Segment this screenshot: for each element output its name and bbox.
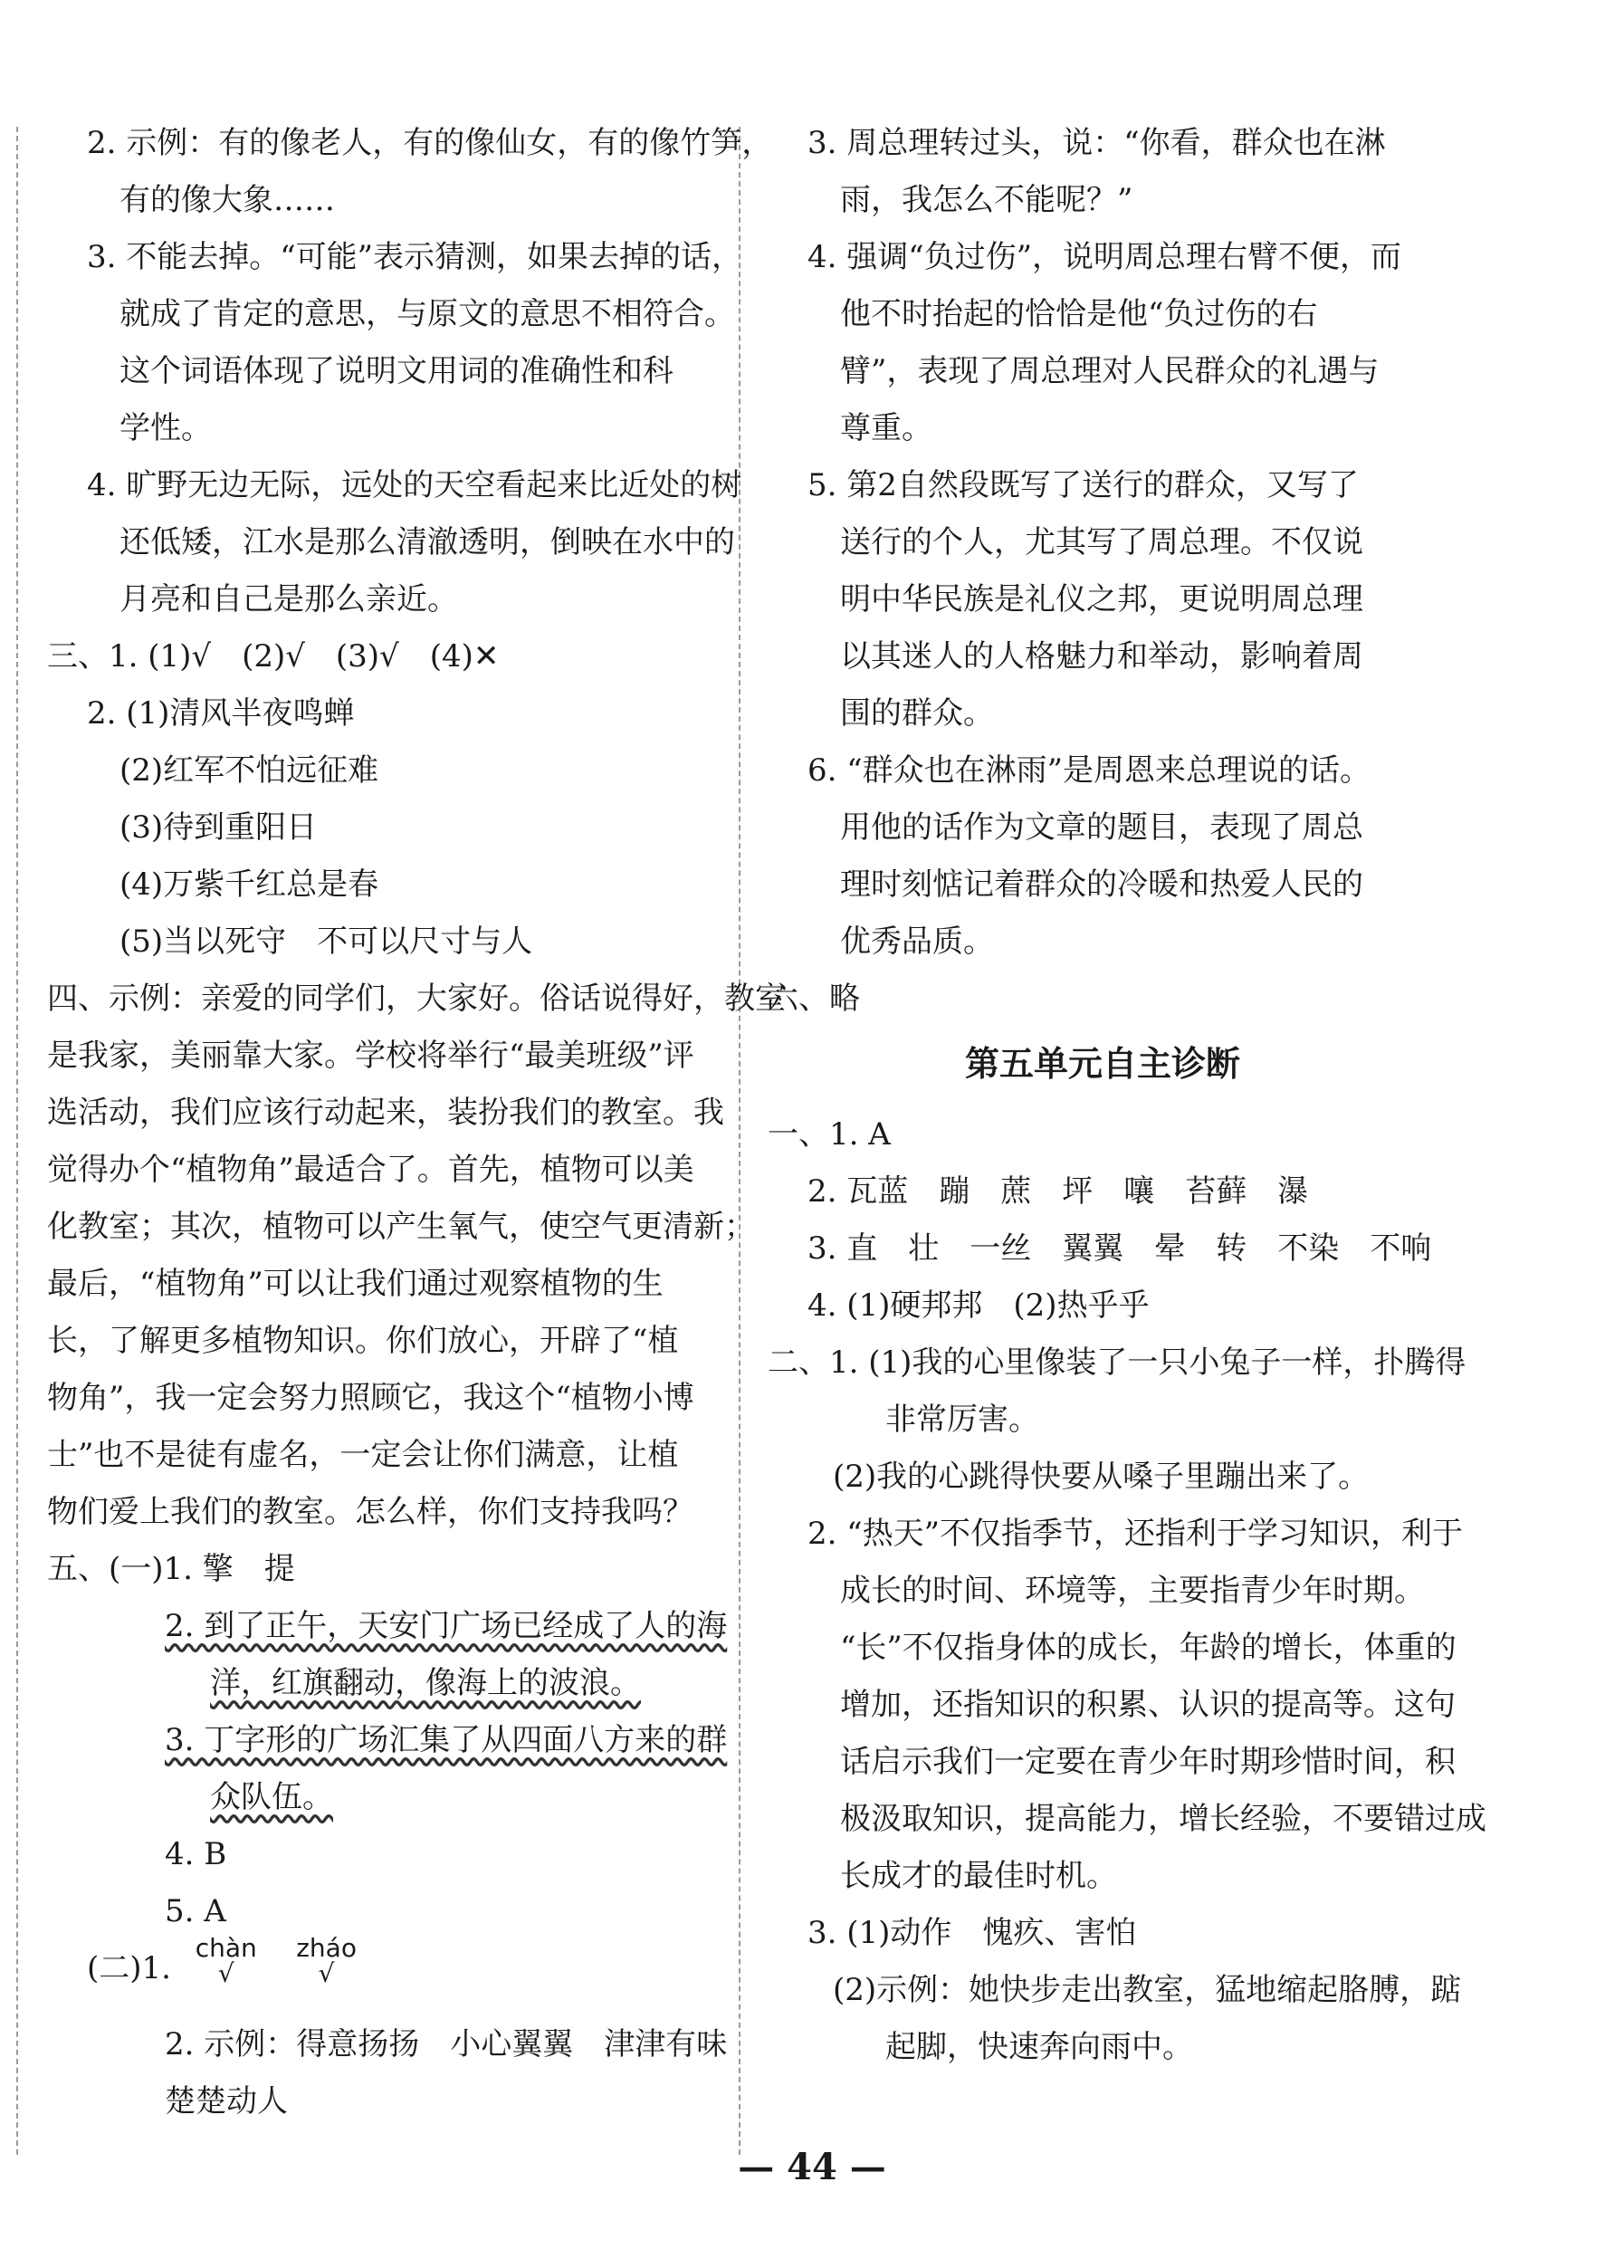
- answer-line: 觉得办个“植物角”最适合了。首先，植物可以美: [47, 1152, 694, 1188]
- answer-line: 用他的话作为文章的题目，表现了周总: [840, 809, 1363, 846]
- underlined-answer: 洋，红旗翻动，像海上的波浪。: [210, 1665, 641, 1701]
- check-mark: √: [318, 1958, 335, 1988]
- check-mark: √: [217, 1958, 234, 1988]
- answer-line: 围的群众。: [840, 695, 994, 732]
- underlined-answer: 众队伍。: [210, 1779, 333, 1815]
- column-divider-dashed-line: [739, 127, 740, 2155]
- answer-line: 物角”，我一定会努力照顾它，我这个“植物小博: [47, 1380, 694, 1416]
- answer-line: [47, 1656, 717, 1710]
- answer-line: (2)红军不怕远征难: [119, 752, 379, 789]
- answer-line: 化教室；其次，植物可以产生氧气，使空气更清新；: [47, 1209, 755, 1245]
- answer-line: 雨，我怎么不能呢？”: [840, 182, 1133, 218]
- page-number: — 44 —: [738, 2146, 886, 2188]
- answer-line: 5. A: [165, 1893, 226, 1929]
- answer-line: 以其迷人的人格魅力和举动，影响着周: [840, 638, 1363, 675]
- answer-line: (2)我的心跳得快要从嗓子里蹦出来了。: [833, 1459, 1370, 1495]
- answer-line: 长，了解更多植物知识。你们放心，开辟了“植: [47, 1323, 679, 1359]
- answer-line: 4. (1)硬邦邦 (2)热乎乎: [807, 1287, 1150, 1324]
- answer-line: [47, 1770, 717, 1824]
- answer-line: 这个词语体现了说明文用词的准确性和科: [119, 353, 673, 389]
- answer-line: 3. 周总理转过头，说：“你看，群众也在淋: [807, 125, 1386, 161]
- answer-line: 学性。: [119, 410, 212, 446]
- answer-line: 3. 直 壮 一丝 翼翼 晕 转 不染 不响: [807, 1230, 1432, 1267]
- answer-line: 是我家，美丽靠大家。学校将举行“最美班级”评: [47, 1038, 694, 1074]
- answer-line: 最后，“植物角”可以让我们通过观察植物的生: [47, 1266, 664, 1302]
- answer-line: [47, 1713, 728, 1767]
- answer-line: 月亮和自己是那么亲近。: [119, 581, 458, 617]
- pinyin-answer-line: [47, 1933, 717, 2005]
- answer-line: 送行的个人，尤其写了周总理。不仅说: [840, 524, 1363, 560]
- answer-line: 2. “热天”不仅指季节，还指利于学习知识，利于: [807, 1516, 1464, 1552]
- answer-line: 楚楚动人: [165, 2083, 288, 2120]
- underlined-answer: 3. 丁字形的广场汇集了从四面八方来的群: [165, 1722, 728, 1758]
- answer-line: 4. B: [165, 1836, 227, 1872]
- answer-line: 尊重。: [840, 410, 932, 446]
- answer-line: 2. 示例：有的像老人，有的像仙女，有的像竹笋，: [87, 125, 773, 161]
- pinyin-text: zháo: [296, 1933, 357, 1963]
- answer-line: 极汲取知识，提高能力，增长经验，不要错过成: [840, 1801, 1486, 1837]
- pinyin-choice: [282, 1933, 372, 1988]
- pinyin-text: chàn: [195, 1933, 257, 1963]
- answer-line: (5)当以死守 不可以尺寸与人: [119, 923, 533, 960]
- section-heading: 六、略: [768, 981, 860, 1017]
- answer-line: 成长的时间、环境等，主要指青少年时期。: [840, 1573, 1425, 1609]
- answer-line: 还低矮，江水是那么清澈透明，倒映在水中的: [119, 524, 735, 560]
- answer-line: 3. 不能去掉。“可能”表示猜测，如果去掉的话，: [87, 239, 743, 275]
- underlined-answer: 2. 到了正午，天安门广场已经成了人的海: [165, 1608, 728, 1644]
- answer-line: 2. (1)清风半夜鸣蝉: [87, 695, 355, 732]
- section-heading: 三、1. (1)√ (2)√ (3)√ (4)✕: [47, 638, 500, 675]
- answer-line: 物们爱上我们的教室。怎么样，你们支持我吗？: [47, 1494, 693, 1530]
- pinyin-choice: [181, 1933, 272, 1988]
- answer-line: 士”也不是徒有虚名，一定会让你们满意，让植: [47, 1437, 679, 1473]
- answer-line: 臂”，表现了周总理对人民群众的礼遇与: [840, 353, 1380, 389]
- answer-line: 就成了肯定的意思，与原文的意思不相符合。: [119, 296, 735, 332]
- section-heading: 一、1. A: [768, 1116, 891, 1153]
- answer-line: 3. (1)动作 愧疚、害怕: [807, 1915, 1137, 1951]
- answer-line: (4)万紫千红总是春: [119, 866, 379, 903]
- left-margin-dashed-line: [16, 127, 18, 2155]
- answer-line: [47, 1599, 728, 1653]
- answer-line: 优秀品质。: [840, 923, 994, 960]
- answer-line: 明中华民族是礼仪之邦，更说明周总理: [840, 581, 1363, 617]
- answer-line: 5. 第2自然段既写了送行的群众，又写了: [807, 467, 1359, 503]
- answer-line: (2)示例：她快步走出教室，猛地缩起胳膊，踮: [833, 1972, 1462, 2008]
- answer-line: (3)待到重阳日: [119, 809, 318, 846]
- answer-line: 理时刻惦记着群众的冷暖和热爱人民的: [840, 866, 1363, 903]
- answer-line: 有的像大象……: [119, 182, 335, 218]
- answer-line: 4. 旷野无边无际，远处的天空看起来比近处的树: [87, 467, 742, 503]
- answer-line: 2. 瓦蓝 蹦 蔗 坪 嚷 苔藓 瀑: [807, 1173, 1309, 1210]
- answer-line: 他不时抬起的恰恰是他“负过伤的右: [840, 296, 1318, 332]
- section-heading: 四、示例：亲爱的同学们，大家好。俗话说得好，教室: [47, 981, 786, 1017]
- answer-line: 增加，还指知识的积累、认识的提高等。这句: [840, 1687, 1456, 1723]
- section-heading: 五、(一)1. 擎 提: [47, 1551, 295, 1587]
- answer-line: 4. 强调“负过伤”，说明周总理右臂不便，而: [807, 239, 1402, 275]
- answer-line: 非常厉害。: [885, 1402, 1039, 1438]
- answer-line: 长成才的最佳时机。: [840, 1858, 1117, 1894]
- unit-title: 第五单元自主诊断: [964, 1043, 1240, 1084]
- answer-line: 选活动，我们应该行动起来，装扮我们的教室。我: [47, 1095, 724, 1131]
- answer-line: 话启示我们一定要在青少年时期珍惜时间，积: [840, 1744, 1456, 1780]
- answer-line: 2. 示例：得意扬扬 小心翼翼 津津有味: [165, 2026, 728, 2062]
- question-number: (二)1.: [87, 1950, 171, 1986]
- answer-line: 6. “群众也在淋雨”是周恩来总理说的话。: [807, 752, 1371, 789]
- answer-line: “长”不仅指身体的成长，年龄的增长，体重的: [840, 1630, 1457, 1666]
- section-heading: 二、1. (1)我的心里像装了一只小兔子一样，扑腾得: [768, 1345, 1466, 1381]
- answer-line: 起脚，快速奔向雨中。: [885, 2029, 1193, 2065]
